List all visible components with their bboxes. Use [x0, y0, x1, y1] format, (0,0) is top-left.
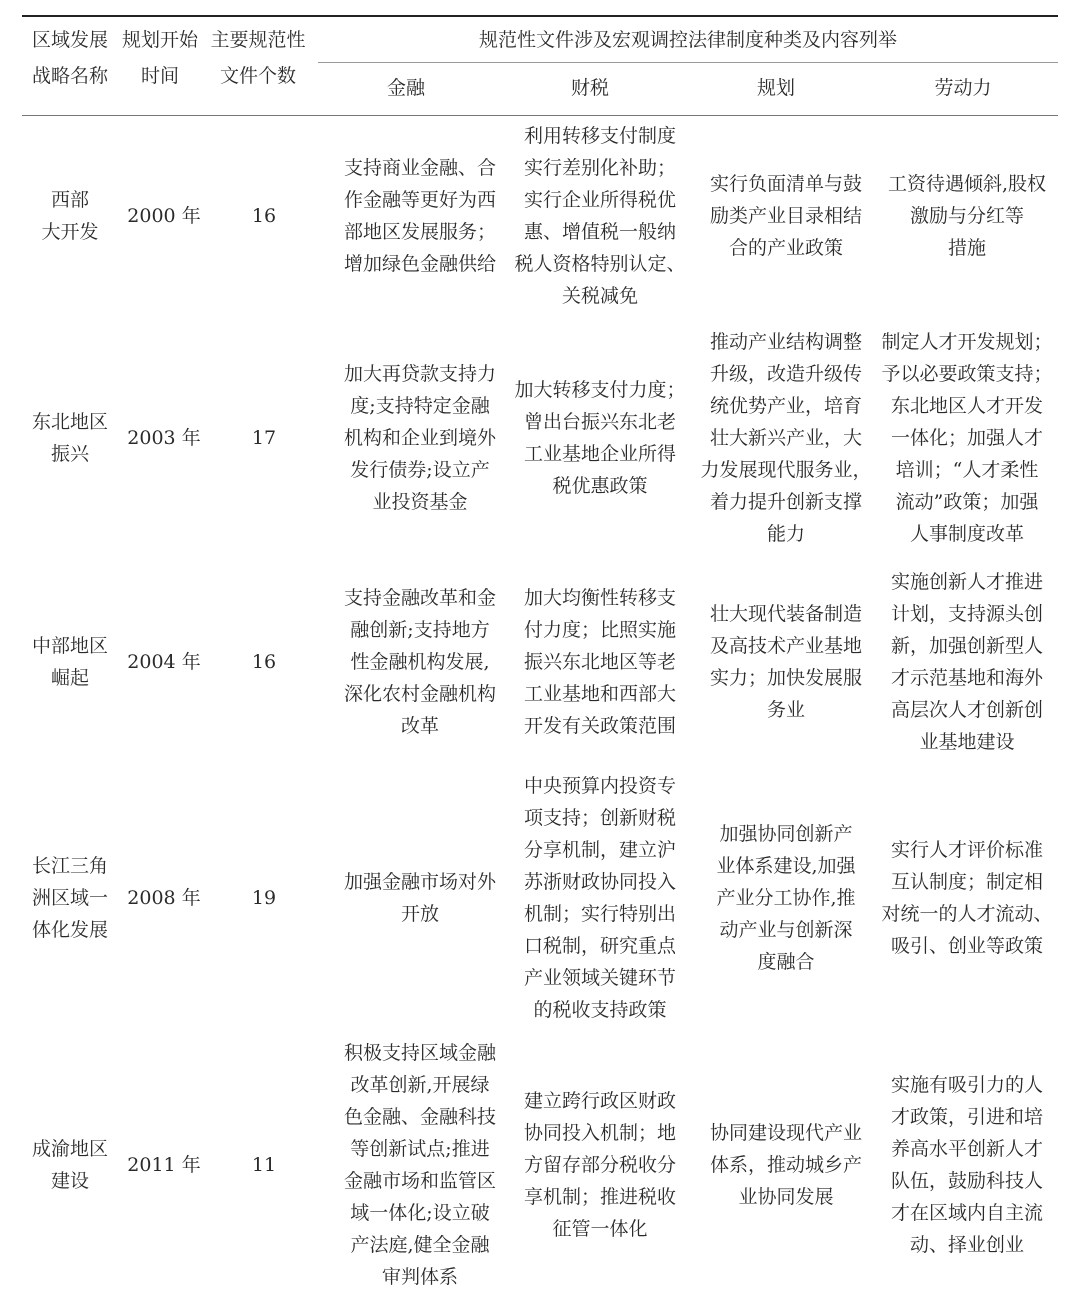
- cell-line: 能力: [766, 522, 805, 545]
- cell-line: 苏浙财政协同投入: [523, 871, 676, 893]
- cell-line: 人事制度改革: [909, 522, 1024, 545]
- cell-line: 大开发: [41, 220, 99, 243]
- header-group-title: 规范性文件涉及宏观调控法律制度种类及内容列举: [478, 29, 897, 51]
- cell-planning: [696, 1032, 876, 1298]
- cell-line: 队伍，鼓励科技人: [890, 1170, 1043, 1192]
- cell-line: 协同建设现代产业: [709, 1122, 862, 1144]
- header-line: 规划开始: [121, 29, 198, 51]
- cell-line: 振兴: [50, 442, 89, 465]
- cell-start-year: 2004 年: [127, 651, 201, 673]
- spacer: [318, 315, 336, 560]
- cell-line: 措施: [947, 236, 986, 259]
- cell-line: 升级，改造升级传: [709, 362, 862, 385]
- cell-line: 业投资基金: [372, 490, 468, 513]
- cell-line: 项支持；创新财税: [523, 807, 676, 829]
- cell-start-year: 2003 年: [127, 426, 201, 449]
- cell-line: 作金融等更好为西: [343, 188, 496, 211]
- cell-line: 工业基地和西部大: [523, 683, 676, 705]
- cell-finance: [336, 315, 504, 560]
- cell-start-year: 2008 年: [127, 887, 201, 909]
- cell-line: 着力提升创新支撑: [709, 490, 862, 513]
- table-row: [22, 116, 1058, 315]
- cell-line: 加大均衡性转移支: [523, 587, 676, 609]
- cell-line: 养高水平创新人才: [890, 1138, 1043, 1160]
- cell-line: 加大转移支付力度；: [514, 378, 686, 401]
- cell-line: 中央预算内投资专: [523, 775, 676, 797]
- cell-line: 业体系建设,加强: [716, 855, 856, 877]
- cell-doc-count: 17: [251, 426, 277, 449]
- cell-line: 产业分工协作,推: [716, 887, 856, 909]
- cell-line: 实施创新人才推进: [890, 571, 1043, 593]
- cell-line: 及高技术产业基地: [709, 635, 862, 657]
- cell-line: 体化发展: [31, 919, 108, 941]
- cell-line: 关税减免: [561, 284, 638, 307]
- cell-fiscal-tax: [504, 764, 696, 1032]
- cell-line: 加强协同创新产: [719, 823, 853, 845]
- cell-line: 建立跨行政区财政: [523, 1090, 676, 1112]
- cell-line: 合的产业政策: [728, 236, 843, 259]
- cell-labor: [876, 1032, 1058, 1298]
- header-finance: 金融: [386, 77, 425, 99]
- cell-line: 业协同发展: [738, 1186, 834, 1208]
- cell-line: 方留存部分税收分: [523, 1154, 676, 1176]
- cell-planning: [696, 560, 876, 764]
- cell-line: 统优势产业，培育: [709, 394, 862, 417]
- cell-line: 推动产业结构调整: [709, 330, 862, 353]
- cell-line: 加强金融市场对外: [343, 871, 496, 893]
- cell-finance: [336, 764, 504, 1032]
- header-line: 区域发展: [31, 29, 108, 51]
- cell-line: 励类产业目录相结: [709, 204, 862, 227]
- cell-line: 支持金融改革和金: [343, 587, 496, 609]
- header-plan-start-time: [114, 24, 206, 92]
- cell-line: 实行企业所得税优: [523, 188, 676, 211]
- spacer: [318, 1032, 336, 1298]
- cell-strategy-name: [22, 764, 118, 1032]
- cell-labor: [876, 116, 1058, 315]
- cell-line: 中部地区: [31, 635, 108, 657]
- cell-line: 崛起: [50, 667, 89, 689]
- cell-planning: [696, 764, 876, 1032]
- spacer: [318, 116, 336, 315]
- table-top-rule: [22, 15, 1058, 17]
- cell-strategy-name: [22, 560, 118, 764]
- cell-doc-count: 19: [251, 887, 277, 909]
- cell-labor: [876, 560, 1058, 764]
- cell-line: 度;支持特定金融: [350, 394, 490, 417]
- cell-line: 产业领域关键环节: [523, 967, 676, 989]
- header-normative-doc-count: [204, 24, 312, 92]
- table-row: [22, 764, 1058, 1032]
- cell-line: 建设: [50, 1170, 89, 1192]
- table-row: [22, 560, 1058, 764]
- cell-line: 流动”政策；加强: [895, 490, 1039, 513]
- policy-table: [22, 116, 1058, 1298]
- cell-line: 计划，支持源头创: [890, 603, 1043, 625]
- header-planning: 规划: [756, 77, 795, 99]
- cell-line: 壮大新兴产业，大: [709, 426, 862, 449]
- spacer: [318, 560, 336, 764]
- spacer: [318, 764, 336, 1032]
- cell-start-year: 2011 年: [127, 1154, 201, 1176]
- cell-line: 融创新;支持地方: [350, 619, 490, 641]
- cell-line: 机制；实行特别出: [523, 903, 676, 925]
- cell-line: 吸引、创业等政策: [890, 935, 1043, 957]
- cell-line: 业基地建设: [919, 731, 1015, 753]
- cell-line: 产法庭,健全金融: [350, 1234, 490, 1256]
- cell-line: 曾出台振兴东北老: [523, 410, 676, 433]
- cell-line: 一体化；加强人才: [890, 426, 1043, 449]
- cell-line: 色金融、金融科技: [343, 1106, 496, 1128]
- cell-fiscal-tax: [504, 560, 696, 764]
- cell-line: 壮大现代装备制造: [709, 603, 862, 625]
- cell-line: 审判体系: [381, 1266, 458, 1288]
- header-region-strategy-name: [22, 24, 118, 92]
- cell-fiscal-tax: [504, 315, 696, 560]
- cell-line: 工业基地企业所得: [523, 442, 676, 465]
- cell-line: 予以必要政策支持；: [881, 362, 1053, 385]
- cell-line: 体系，推动城乡产: [709, 1154, 862, 1176]
- header-line: 主要规范性: [210, 29, 306, 51]
- cell-line: 互认制度；制定相: [890, 871, 1043, 893]
- cell-line: 积极支持区域金融: [343, 1042, 496, 1064]
- cell-line: 长江三角: [31, 855, 108, 877]
- cell-line: 高层次人才创新创: [890, 699, 1043, 721]
- cell-labor: [876, 315, 1058, 560]
- cell-line: 动产业与创新深: [719, 919, 853, 941]
- cell-finance: [336, 1032, 504, 1298]
- header-labor: 劳动力: [934, 77, 992, 99]
- cell-line: 机构和企业到境外: [343, 426, 496, 449]
- cell-line: 享机制；推进税收: [523, 1186, 676, 1208]
- cell-line: 力发展现代服务业，: [700, 458, 872, 481]
- cell-line: 实行负面清单与鼓: [709, 172, 862, 195]
- cell-doc-count: 16: [251, 651, 277, 673]
- cell-planning: [696, 116, 876, 315]
- cell-line: 改革创新,开展绿: [350, 1074, 490, 1096]
- cell-line: 加大再贷款支持力: [343, 362, 496, 385]
- cell-line: 开发有关政策范围: [523, 715, 676, 737]
- cell-line: 洲区域一: [31, 887, 108, 909]
- cell-line: 东北地区人才开发: [890, 394, 1043, 417]
- cell-fiscal-tax: [504, 1032, 696, 1298]
- cell-line: 付力度；比照实施: [523, 619, 676, 641]
- cell-line: 才在区域内自主流: [890, 1202, 1043, 1224]
- cell-line: 才政策，引进和培: [890, 1106, 1043, 1128]
- cell-line: 开放: [400, 903, 439, 925]
- cell-planning: [696, 315, 876, 560]
- cell-line: 实行差别化补助；: [523, 156, 676, 179]
- cell-line: 制定人才开发规划；: [881, 330, 1053, 353]
- cell-fiscal-tax: [504, 116, 696, 315]
- cell-line: 务业: [766, 699, 805, 721]
- cell-line: 激励与分红等: [909, 204, 1024, 227]
- cell-line: 才示范基地和海外: [890, 667, 1043, 689]
- cell-start-year: 2000 年: [127, 204, 201, 227]
- cell-line: 西部: [50, 188, 89, 211]
- header-line: 战略名称: [31, 65, 108, 87]
- cell-line: 对统一的人才流动、: [881, 903, 1053, 925]
- cell-doc-count: 11: [251, 1154, 277, 1176]
- cell-line: 新，加强创新型人: [890, 635, 1043, 657]
- cell-strategy-name: [22, 116, 118, 315]
- header-fiscal-tax: 财税: [570, 77, 609, 99]
- cell-line: 深化农村金融机构: [343, 683, 496, 705]
- cell-strategy-name: [22, 1032, 118, 1298]
- header-line: 时间: [140, 65, 179, 87]
- header-line: 文件个数: [219, 65, 296, 87]
- cell-strategy-name: [22, 315, 118, 560]
- cell-finance: [336, 116, 504, 315]
- header-sub-rule: [318, 62, 1058, 63]
- cell-line: 支持商业金融、合: [343, 156, 496, 179]
- cell-line: 动、择业创业: [909, 1234, 1024, 1256]
- cell-line: 工资待遇倾斜,股权: [887, 172, 1047, 195]
- cell-finance: [336, 560, 504, 764]
- cell-line: 等创新试点;推进: [350, 1138, 490, 1160]
- cell-line: 发行债券;设立产: [350, 458, 490, 481]
- cell-line: 实行人才评价标准: [890, 839, 1043, 861]
- cell-line: 税人资格特别认定、: [514, 252, 686, 275]
- cell-line: 成渝地区: [31, 1138, 108, 1160]
- cell-line: 实施有吸引力的人: [890, 1074, 1043, 1096]
- cell-line: 性金融机构发展,: [350, 651, 490, 673]
- cell-line: 域一体化;设立破: [350, 1202, 490, 1224]
- cell-line: 征管一体化: [552, 1218, 648, 1240]
- cell-line: 增加绿色金融供给: [343, 252, 496, 275]
- table-row: [22, 315, 1058, 560]
- cell-line: 东北地区: [31, 410, 108, 433]
- cell-line: 实力；加快发展服: [709, 667, 862, 689]
- cell-line: 部地区发展服务；: [343, 220, 496, 243]
- cell-line: 的税收支持政策: [533, 999, 667, 1021]
- cell-line: 振兴东北地区等老: [523, 651, 676, 673]
- cell-line: 口税制，研究重点: [523, 935, 676, 957]
- cell-line: 利用转移支付制度: [523, 124, 676, 147]
- cell-doc-count: 16: [251, 204, 277, 227]
- cell-line: 改革: [400, 715, 439, 737]
- table-row: [22, 1032, 1058, 1298]
- cell-line: 协同投入机制；地: [523, 1122, 676, 1144]
- cell-line: 税优惠政策: [552, 474, 648, 497]
- cell-line: 金融市场和监管区: [343, 1170, 496, 1192]
- cell-line: 分享机制，建立沪: [523, 839, 676, 861]
- cell-labor: [876, 764, 1058, 1032]
- cell-line: 培训；“人才柔性: [895, 458, 1039, 481]
- cell-line: 惠、增值税一般纳: [523, 220, 676, 243]
- cell-line: 度融合: [757, 951, 815, 973]
